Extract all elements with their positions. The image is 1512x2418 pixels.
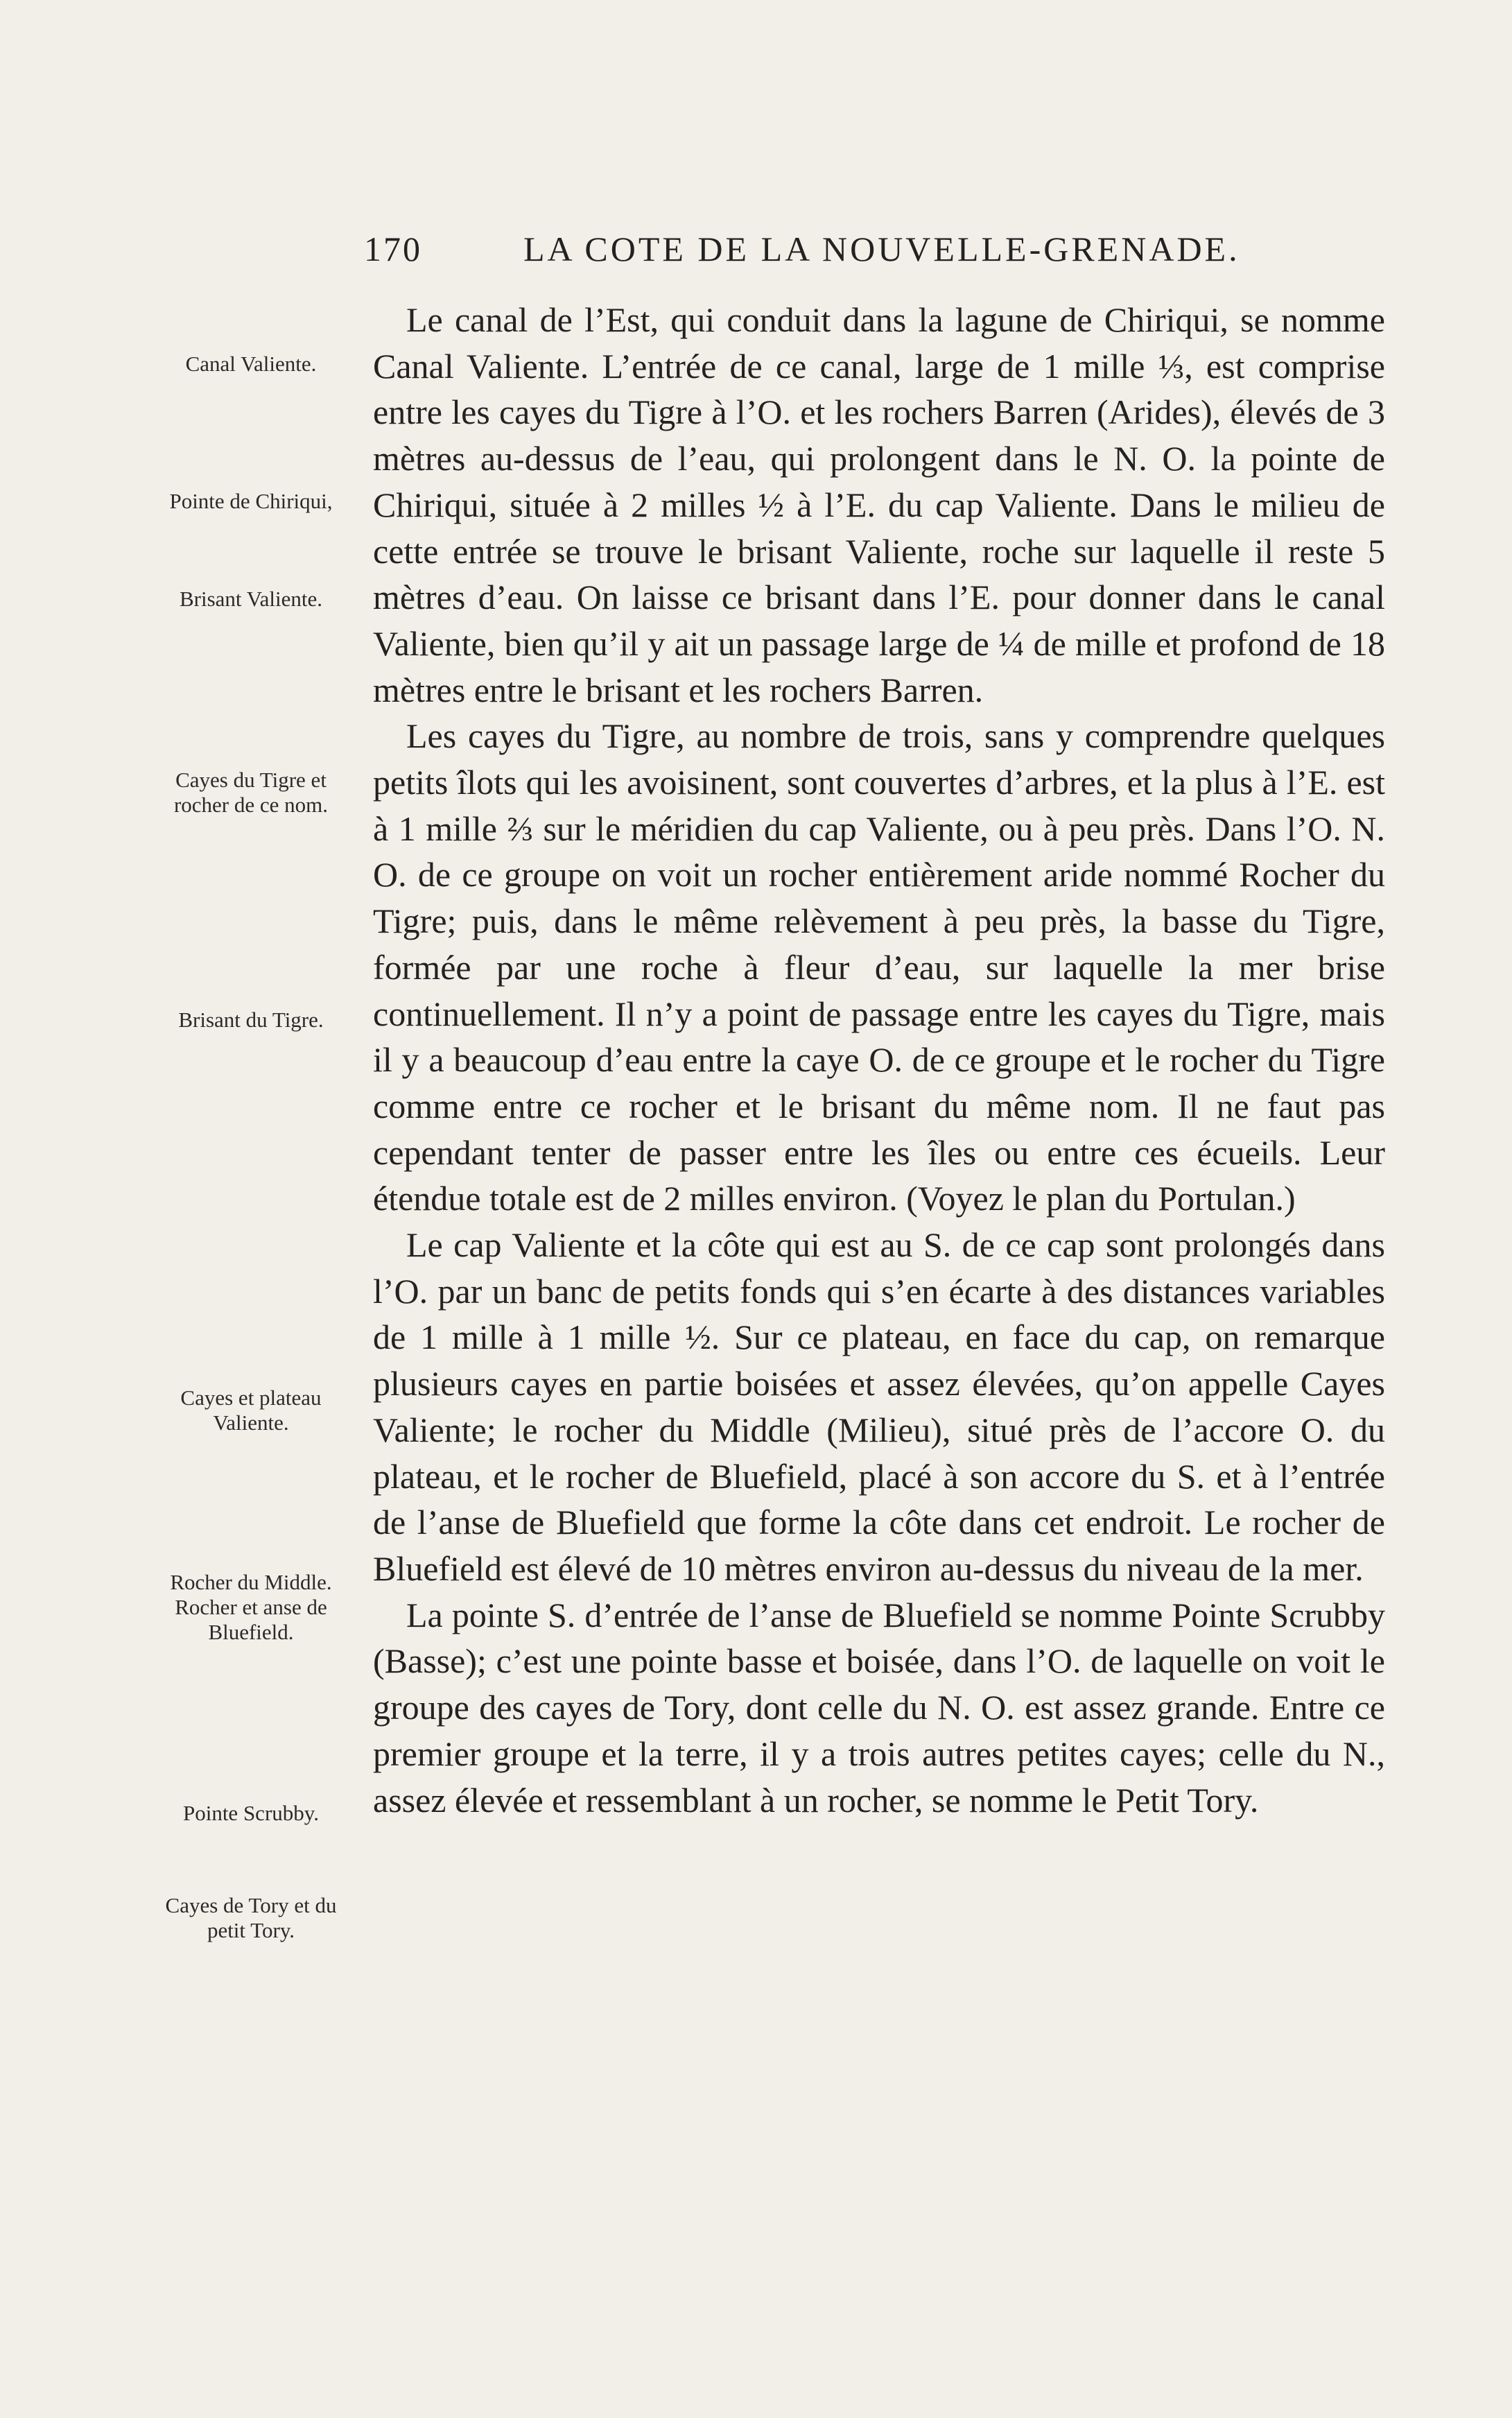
running-header bbox=[364, 229, 1383, 277]
margin-note-cayes-de-tory: Cayes de Tory et du petit Tory. bbox=[165, 1893, 337, 1942]
margin-note-brisant-du-tigre: Brisant du Tigre. bbox=[178, 1008, 324, 1032]
margin-note-brisant-valiente: Brisant Valiente. bbox=[179, 587, 323, 611]
page-number: 170 bbox=[364, 230, 422, 268]
margin-note-cayes-du-tigre: Cayes du Tigre et rocher de ce nom. bbox=[173, 768, 329, 817]
margin-note-canal-valiente: Canal Valiente. bbox=[185, 352, 317, 376]
paragraph: La pointe S. d’entrée de l’anse de Bluefield se nomme Pointe Scrubby (Basse); c’est une pointe basse et boisée, dans l’O. de laquelle on voit le groupe des cayes de Tory, dont celle du N. O. est assez grande. Entre ce premier groupe et la terre, il y a trois autres petites cayes; celle du N., assez élevée et ressemblant à un rocher, se nomme le Petit Tory. bbox=[373, 1595, 1385, 1820]
running-title: LA COTE DE LA NOUVELLE-GRENADE. bbox=[523, 230, 1240, 268]
paragraph: Le canal de l’Est, qui conduit dans la lagune de Chiriqui, se nomme Canal Valiente. L’entrée de ce canal, large de 1 mille ⅓, est comprise entre les cayes du Tigre à l’O. et les rochers Barren (Arides), élevés de 3 mètres au-dessus de l’eau, qui prolongent dans le N. O. la pointe de Chiriqui, située à 2 milles ½ à l’E. du cap Valiente. Dans le milieu de cette entrée se trouve le brisant Valiente, roche sur laquelle il reste 5 mètres d’eau. On laisse ce brisant dans l’E. pour donner dans le canal Valiente, bien qu’il y ait un passage large de ¼ de mille et profond de 18 mètres entre le brisant et les rochers Barren. bbox=[373, 300, 1385, 709]
margin-note-pointe-scrubby: Pointe Scrubby. bbox=[182, 1801, 320, 1825]
margin-note-rocher-middle-bluefield: Rocher du Middle. Rocher et anse de Bluefield. bbox=[170, 1570, 332, 1644]
paragraph: Les cayes du Tigre, au nombre de trois, sans y comprendre quelques petits îlots qui les avoisinent, sont couvertes d’arbres, et la plus à l’E. est à 1 mille ⅔ sur le méridien du cap Valiente, ou à peu près. Dans l’O. N. O. de ce groupe on voit un rocher entièrement aride nommé Rocher du Tigre; puis, dans le même relèvement à peu près, la basse du Tigre, formée par une roche à fleur d’eau, sur laquelle la mer brise continuellement. Il n’y a point de passage entre les cayes du Tigre, mais il y a beaucoup d’eau entre la caye O. de ce groupe et le rocher du Tigre comme entre ce rocher et le brisant du même nom. Il ne faut pas cependant tenter de passer entre les îles ou entre ces écueils. Leur étendue totale est de 2 milles environ. (Voyez le plan du Portulan.) bbox=[373, 716, 1385, 1218]
paragraph: Le cap Valiente et la côte qui est au S. de ce cap sont prolongés dans l’O. par un banc de petits fonds qui s’en écarte à des distances variables de 1 mille à 1 mille ½. Sur ce plateau, en face du cap, on remarque plusieurs cayes en partie boisées et assez élevées, qu’on appelle Cayes Valiente; le rocher du Middle (Milieu), situé près de l’accore O. du plateau, et le rocher de Bluefield, placé à son accore du S. et à l’entrée de l’anse de Bluefield que forme la côte dans cet endroit. Le rocher de Bluefield est élevé de 10 mètres environ au-dessus du niveau de la mer. bbox=[373, 1225, 1385, 1588]
main-text bbox=[373, 297, 1385, 1823]
margin-note-cayes-plateau-valiente: Cayes et plateau Valiente. bbox=[180, 1385, 322, 1435]
margin-note-pointe-chiriqui: Pointe de Chiriqui, bbox=[169, 489, 333, 513]
